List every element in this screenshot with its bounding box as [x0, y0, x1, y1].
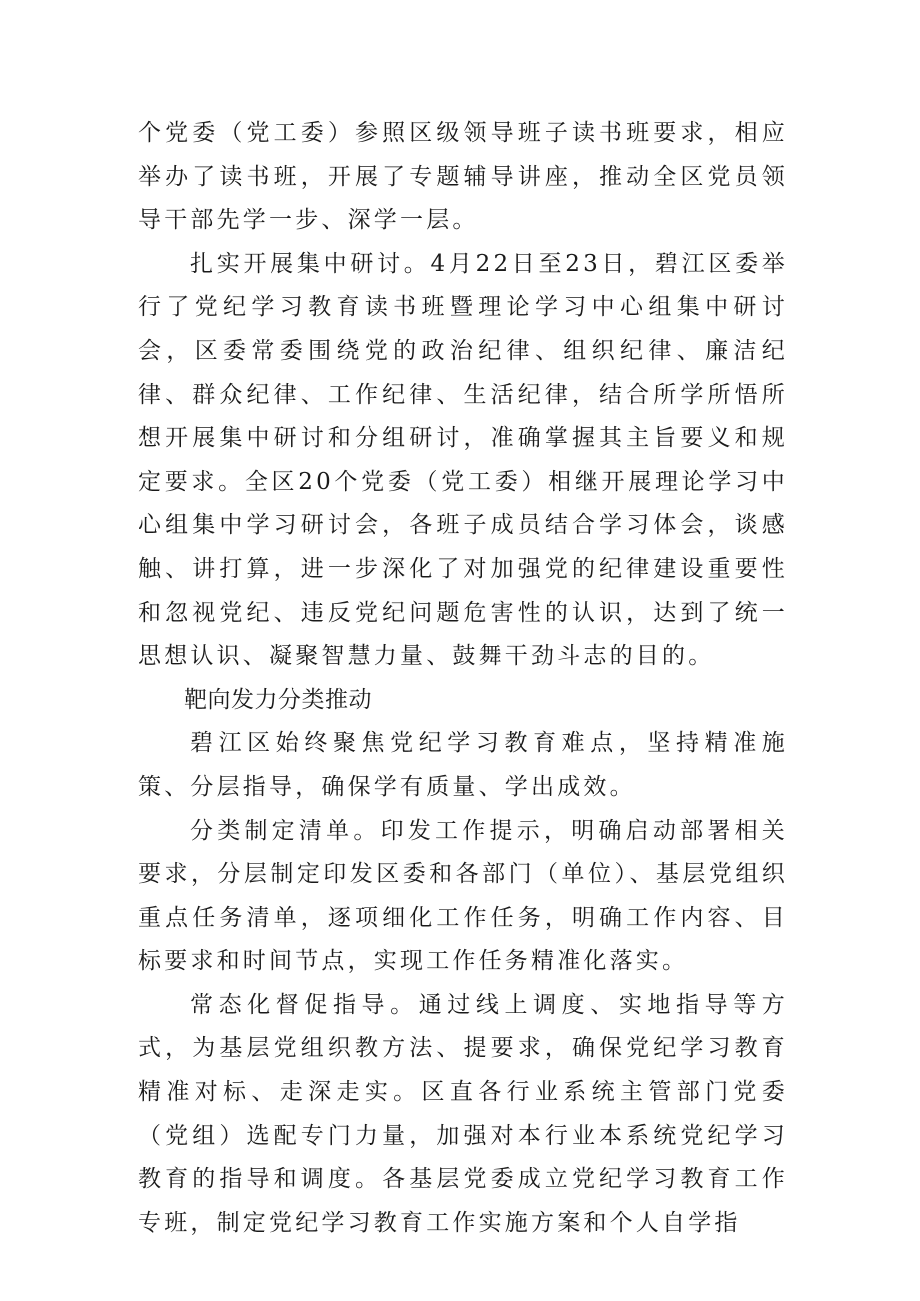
paragraph-supervision-guidance: 常态化督促指导。通过线上调度、实地指导等方式，为基层党组织教方法、提要求，确保党纪学习教育精准对标、走深走实。区直各行业系统主管部门党委（党组）选配专门力量，加强对本行业本系统党纪学习教育的指导和调度。各基层党委成立党纪学习教育工作专班，制定党纪学习教育工作实施方案和个人自学指 — [138, 991, 788, 1236]
document-page — [138, 112, 788, 1245]
paragraph-task-lists: 分类制定清单。印发工作提示，明确启动部署相关要求，分层制定印发区委和各部门（单位）、基层党组织重点任务清单，逐项细化工作任务，明确工作内容、目标要求和时间节点，实现工作任务精准化落实。 — [138, 817, 788, 975]
section-heading: 靶向发力分类推动 — [184, 686, 372, 713]
paragraph-section-intro: 碧江区始终聚焦党纪学习教育难点，坚持精准施策、分层指导，确保学有质量、学出成效。 — [138, 730, 788, 800]
paragraph-continuation: 个党委（党工委）参照区级领导班子读书班要求，相应举办了读书班，开展了专题辅导讲座，推动全区党员领导干部先学一步、深学一层。 — [138, 120, 788, 234]
paragraph-focused-discussion: 扎实开展集中研讨。4月22日至23日，碧江区委举行了党纪学习教育读书班暨理论学习中心组集中研讨会，区委常委围绕党的政治纪律、组织纪律、廉洁纪律、群众纪律、工作纪律、生活纪律，结合所学所悟所想开展集中研讨和分组研讨，准确掌握其主旨要义和规定要求。全区20个党委（党工委）相继开展理论学习中心组集中学习研讨会，各班子成员结合学习体会，谈感触、讲打算，进一步深化了对加强党的纪律建设重要性和忽视党纪、违反党纪问题危害性的认识，达到了统一思想认识、凝聚智慧力量、鼓舞干劲斗志的目的。 — [138, 250, 788, 670]
